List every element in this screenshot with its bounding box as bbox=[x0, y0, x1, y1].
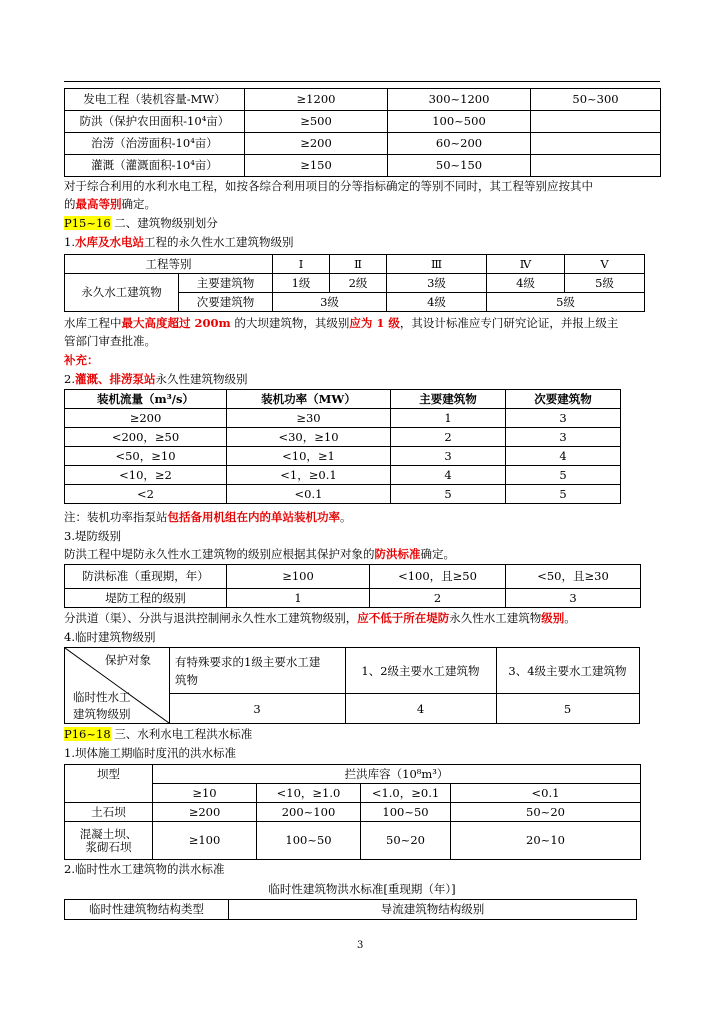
table-cell: 5 bbox=[506, 485, 621, 504]
table-row bbox=[65, 255, 645, 274]
text: 的大坝建筑物，其级别 bbox=[230, 316, 350, 330]
table-cell: 次要建筑物 bbox=[179, 293, 273, 312]
table-row bbox=[65, 111, 661, 133]
table-cell: 50~20 bbox=[361, 822, 451, 860]
table-cell bbox=[531, 155, 661, 177]
temporary-flood-standard-table bbox=[64, 899, 637, 920]
paragraph: 管部门审查批准。 bbox=[64, 334, 156, 348]
table-cell: <50，≥10 bbox=[65, 447, 227, 466]
table-cell: 堤防工程的级别 bbox=[65, 589, 227, 608]
paragraph bbox=[64, 547, 455, 562]
section-heading bbox=[64, 727, 252, 742]
table-cell: <10，≥1.0 bbox=[257, 784, 361, 803]
page-ref-tag: P16~18 bbox=[64, 727, 111, 741]
table-cell: 永久水工建筑物 bbox=[65, 274, 179, 312]
table-cell: 防洪标准（重现期，年） bbox=[65, 565, 227, 589]
levee-grade-table bbox=[64, 564, 641, 608]
cell-line: 混凝土坝、 bbox=[79, 826, 138, 841]
table-cell: 筑物 bbox=[175, 673, 198, 687]
table-cell: 3 bbox=[506, 428, 621, 447]
table-cell: ≥200 bbox=[153, 803, 257, 822]
table-cell: 50~150 bbox=[388, 155, 531, 177]
text: 分洪道（渠）、分洪与退洪控制闸永久性水工建筑物级别， bbox=[64, 611, 358, 625]
highlight-text: 水库及水电站 bbox=[74, 235, 144, 249]
highlight-text: 防洪标准 bbox=[374, 547, 421, 561]
table-cell: 工程等别 bbox=[65, 255, 273, 274]
table-cell: 坝型 bbox=[65, 765, 153, 803]
table-cell: 3级 bbox=[273, 293, 387, 312]
table-cell: Ⅱ bbox=[330, 255, 387, 274]
table-cell bbox=[65, 822, 153, 860]
text: 水库工程中 bbox=[64, 316, 122, 330]
table-cell: 有特殊要求的1级主要水工建 bbox=[175, 655, 321, 669]
table-cell: 主要建筑物 bbox=[179, 274, 273, 293]
paragraph bbox=[64, 316, 618, 331]
table-cell: 1 bbox=[391, 409, 506, 428]
table-row bbox=[65, 133, 661, 155]
highlight-text: 最高等别 bbox=[75, 197, 122, 211]
table-cell: ≥200 bbox=[245, 133, 388, 155]
text: 的 bbox=[64, 197, 76, 211]
table-cell: <30，≥10 bbox=[227, 428, 391, 447]
table-cell: 土石坝 bbox=[65, 803, 153, 822]
table-cell: 灌溉（灌溉面积-10⁴亩） bbox=[65, 155, 245, 177]
table-header: 装机流量（m³/s） bbox=[65, 390, 227, 409]
table-cell: 2级 bbox=[330, 274, 387, 293]
table-cell: 50~20 bbox=[451, 803, 641, 822]
table-row bbox=[65, 765, 641, 784]
paragraph bbox=[64, 611, 576, 626]
header-rule bbox=[64, 81, 660, 82]
table-cell: 50~300 bbox=[531, 89, 661, 111]
section-title: 二、建筑物级别划分 bbox=[114, 216, 218, 230]
table-cell: 1、2级主要水工建筑物 bbox=[361, 664, 480, 678]
table-cell: 4 bbox=[391, 466, 506, 485]
table-row bbox=[65, 589, 641, 608]
table-cell: 拦洪库容（10⁸m³） bbox=[153, 765, 641, 784]
table-cell: 临时性建筑物结构类型 bbox=[65, 900, 229, 920]
table-row bbox=[65, 390, 621, 409]
table-cell: 4级 bbox=[387, 293, 487, 312]
table-row bbox=[65, 274, 645, 293]
table-cell: 4 bbox=[416, 702, 425, 716]
sub-heading: 4.临时建筑物级别 bbox=[64, 630, 156, 644]
pump-station-grade-table bbox=[64, 389, 621, 504]
table-header: 次要建筑物 bbox=[506, 390, 621, 409]
table-cell: <0.1 bbox=[451, 784, 641, 803]
table-cell: 5 bbox=[563, 702, 572, 716]
text: 。 bbox=[340, 510, 352, 524]
table-cell: 5级 bbox=[565, 274, 645, 293]
text: 注：装机功率指泵站 bbox=[64, 510, 168, 524]
text: 工程的永久性水工建筑物级别 bbox=[143, 235, 294, 249]
table-cell: 4 bbox=[506, 447, 621, 466]
table-row bbox=[65, 447, 621, 466]
sub-heading: 1.坝体施工期临时度汛的洪水标准 bbox=[64, 746, 236, 760]
table-cell: 20~10 bbox=[451, 822, 641, 860]
table-cell: <100，且≥50 bbox=[370, 565, 506, 589]
diag-bottom-label-1: 临时性水工 bbox=[73, 690, 131, 704]
table-cell: Ⅳ bbox=[487, 255, 565, 274]
table-cell: <10，≥1 bbox=[227, 447, 391, 466]
table-row bbox=[65, 565, 641, 589]
cell-line: 浆砌石坝 bbox=[85, 839, 132, 854]
table-caption: 临时性建筑物洪水标准[重现期（年）] bbox=[268, 882, 456, 896]
paragraph bbox=[64, 197, 156, 212]
table-cell: Ⅰ bbox=[273, 255, 330, 274]
table-cell: 5 bbox=[506, 466, 621, 485]
table-cell: 5 bbox=[391, 485, 506, 504]
text: ，其设计标准应专门研究论证，并报上级主 bbox=[399, 316, 619, 330]
table-cell: Ⅴ bbox=[565, 255, 645, 274]
sub-heading: 2.临时性水工建筑物的洪水标准 bbox=[64, 862, 225, 876]
table-cell: 3 bbox=[391, 447, 506, 466]
text: 永久性建筑物级别 bbox=[155, 372, 248, 386]
highlight-text: 包括备用机组在内的单站装机功率 bbox=[167, 510, 340, 524]
table-cell: ≥100 bbox=[227, 565, 370, 589]
supplement-label: 补充： bbox=[64, 353, 99, 367]
table-cell: 1级 bbox=[273, 274, 330, 293]
table-cell: 100~50 bbox=[361, 803, 451, 822]
text: 。 bbox=[564, 611, 576, 625]
table-cell: <2 bbox=[65, 485, 227, 504]
table-cell: ≥200 bbox=[65, 409, 227, 428]
table-cell: 1 bbox=[227, 589, 370, 608]
temporary-building-grade-table bbox=[64, 647, 640, 724]
dam-flood-standard-table bbox=[64, 764, 641, 860]
highlight-text: 灌溉、排涝泵站 bbox=[74, 372, 156, 386]
highlight-text: 应为 1 级 bbox=[349, 316, 400, 330]
table-header: 主要建筑物 bbox=[391, 390, 506, 409]
engineering-grade-table bbox=[64, 88, 661, 177]
table-cell bbox=[531, 111, 661, 133]
table-cell: 4级 bbox=[487, 274, 565, 293]
table-row bbox=[65, 822, 641, 860]
table-cell: Ⅲ bbox=[387, 255, 487, 274]
table-cell: ≥150 bbox=[245, 155, 388, 177]
table-row bbox=[65, 155, 661, 177]
table-row bbox=[65, 89, 661, 111]
section-heading bbox=[64, 216, 218, 231]
table-cell bbox=[531, 133, 661, 155]
table-cell: <1.0，≥0.1 bbox=[361, 784, 451, 803]
paragraph: 对于综合利用的水利水电工程，如按各综合利用项目的分等指标确定的等别不同时，其工程等别应按其中 bbox=[64, 179, 593, 193]
table-cell: <50，且≥30 bbox=[506, 565, 641, 589]
table-cell: 100~50 bbox=[257, 822, 361, 860]
table-cell: <10，≥2 bbox=[65, 466, 227, 485]
table-row bbox=[65, 803, 641, 822]
table-cell: ≥10 bbox=[153, 784, 257, 803]
table-cell: 发电工程（装机容量-MW） bbox=[65, 89, 245, 111]
table-cell: 5级 bbox=[487, 293, 645, 312]
diag-bottom-label-2: 建筑物级别 bbox=[73, 707, 131, 721]
table-cell: 防洪（保护农田面积-10⁴亩） bbox=[65, 111, 245, 133]
table-cell: 治涝（治涝面积-10⁴亩） bbox=[65, 133, 245, 155]
table-cell: 60~200 bbox=[388, 133, 531, 155]
table-cell: ≥500 bbox=[245, 111, 388, 133]
table-cell: 3 bbox=[506, 409, 621, 428]
table-cell: ≥1200 bbox=[245, 89, 388, 111]
text: 2. bbox=[64, 372, 75, 386]
page-number: 3 bbox=[357, 940, 364, 951]
table-cell: 3 bbox=[506, 589, 641, 608]
page-ref-tag: P15~16 bbox=[64, 216, 111, 230]
text: 永久性水工建筑物 bbox=[449, 611, 542, 625]
table-cell: ≥100 bbox=[153, 822, 257, 860]
table-cell: 3 bbox=[253, 702, 261, 716]
table-cell: 3级 bbox=[387, 274, 487, 293]
table-header: 装机功率（MW） bbox=[227, 390, 391, 409]
table-row bbox=[65, 900, 637, 920]
note bbox=[64, 510, 352, 525]
table-cell: <1，≥0.1 bbox=[227, 466, 391, 485]
table-row bbox=[65, 466, 621, 485]
section-title: 三、水利水电工程洪水标准 bbox=[114, 727, 253, 741]
table-row bbox=[65, 409, 621, 428]
reservoir-building-grade-table bbox=[64, 254, 645, 312]
sub-heading: 3.堤防级别 bbox=[64, 529, 121, 543]
table-cell: 200~100 bbox=[257, 803, 361, 822]
sub-heading bbox=[64, 372, 247, 387]
highlight-text: 级别 bbox=[541, 611, 565, 625]
table-row bbox=[65, 485, 621, 504]
table-cell: <0.1 bbox=[227, 485, 391, 504]
table-cell: <200，≥50 bbox=[65, 428, 227, 447]
table-cell: 100~500 bbox=[388, 111, 531, 133]
sub-heading bbox=[64, 235, 293, 250]
table-cell: 3、4级主要水工建筑物 bbox=[508, 664, 627, 678]
highlight-text: 应不低于所在堤防 bbox=[357, 611, 450, 625]
text: 确定。 bbox=[121, 197, 156, 211]
diag-top-label: 保护对象 bbox=[105, 653, 151, 667]
highlight-text: 最大高度超过 200m bbox=[121, 316, 231, 330]
text: 防洪工程中堤防永久性水工建筑物的级别应根据其保护对象的 bbox=[64, 547, 375, 561]
table-cell: 2 bbox=[370, 589, 506, 608]
table-row bbox=[65, 428, 621, 447]
divider bbox=[169, 693, 639, 694]
table-cell: 导流建筑物结构级别 bbox=[229, 900, 637, 920]
text: 1. bbox=[64, 235, 75, 249]
table-cell: ≥30 bbox=[227, 409, 391, 428]
table-cell: 300~1200 bbox=[388, 89, 531, 111]
table-cell: 2 bbox=[391, 428, 506, 447]
text: 确定。 bbox=[420, 547, 455, 561]
